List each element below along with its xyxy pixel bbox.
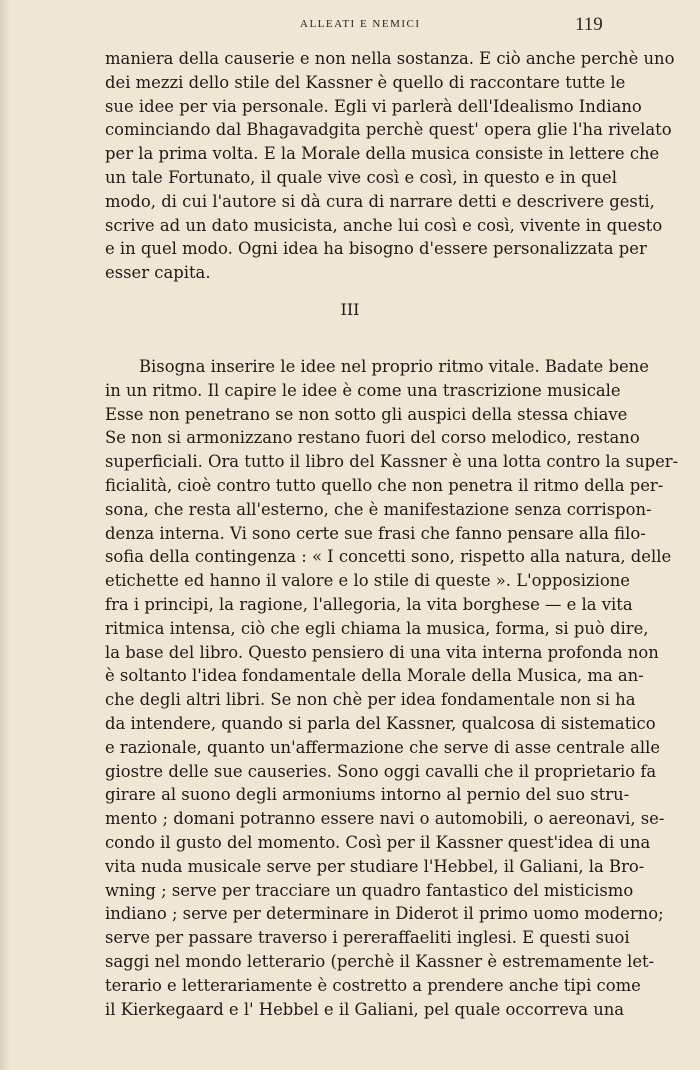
- text-line: saggi nel mondo letterario (perchè il Kassner è estremamente let-: [105, 951, 655, 971]
- text-line: sofia della contingenza : « I concetti sono, rispetto alla natura, delle: [105, 547, 672, 567]
- text-line: e in quel modo. Ogni idea ha bisogno d'essere personalizzata per: [105, 239, 647, 259]
- text-line: da intendere, quando si parla del Kassner, qualcosa di sistematico: [105, 713, 656, 733]
- text-line: denza interna. Vi sono certe sue frasi che fanno pensare alla filo-: [105, 523, 646, 543]
- text-line: terario e letterariamente è costretto a prendere anche tipi come: [105, 975, 641, 995]
- text-line: indiano ; serve per determinare in Diderot il primo uomo moderno;: [105, 904, 664, 924]
- text-line: un tale Fortunato, il quale vive così e così, in questo e in quel: [105, 167, 617, 187]
- text-line: mento ; domani potranno essere navi o automobili, o aereonavi, se-: [105, 809, 665, 829]
- text-line: ritmica intensa, ciò che egli chiama la musica, forma, si può dire,: [105, 618, 649, 638]
- text-line: dei mezzi dello stile del Kassner è quello di raccontare tutte le: [105, 72, 626, 92]
- text-line: scrive ad un dato musicista, anche lui così e così, vivente in questo: [105, 215, 663, 235]
- text-line: maniera della causerie e non nella sostanza. E ciò anche perchè uno: [105, 49, 675, 68]
- text-line: superficiali. Ora tutto il libro del Kassner è una lotta contro la super-: [105, 452, 679, 472]
- running-head: [0, 14, 700, 38]
- running-title: ALLEATI E NEMICI: [300, 18, 421, 30]
- text-line: ficialità, cioè contro tutto quello che non penetra il ritmo della per-: [105, 475, 664, 495]
- text-line: cominciando dal Bhagavadgita perchè quest' opera glie l'ha rivelato: [105, 120, 672, 140]
- text-line: esser capita.: [105, 263, 211, 283]
- text-line: il Kierkegaard e l' Hebbel e il Galiani, pel quale occorreva una: [105, 999, 625, 1019]
- text-line: la base del libro. Questo pensiero di una vita interna profonda non: [105, 642, 659, 662]
- text-line: e razionale, quanto un'affermazione che serve di asse centrale alle: [105, 737, 661, 757]
- text-line: wning ; serve per tracciare un quadro fantastico del misticismo: [105, 880, 634, 900]
- page-number: 119: [575, 14, 603, 35]
- text-line: è soltanto l'idea fondamentale della Morale della Musica, ma an-: [105, 666, 644, 686]
- paragraph-2: [105, 355, 679, 1021]
- text-line: giostre delle sue causeries. Sono oggi cavalli che il proprietario fa: [105, 761, 657, 781]
- text-line: modo, di cui l'autore si dà cura di narrare detti e descrivere gesti,: [105, 191, 655, 211]
- text-line: vita nuda musicale serve per studiare l'Hebbel, il Galiani, la Bro-: [105, 856, 645, 876]
- text-line: sue idee per via personale. Egli vi parlerà dell'Idealismo Indiano: [105, 96, 642, 116]
- text-line: Esse non penetrano se non sotto gli auspici della stessa chiave: [105, 404, 628, 424]
- text-line: condo il gusto del momento. Così per il Kassner quest'idea di una: [105, 832, 651, 852]
- text-line: sona, che resta all'esterno, che è manifestazione senza corrispon-: [105, 499, 652, 519]
- text-line: in un ritmo. Il capire le idee è come una trascrizione musicale: [105, 380, 621, 400]
- paragraph-1: [105, 47, 675, 285]
- text-line: Se non si armonizzano restano fuori del corso melodico, restano: [105, 428, 640, 448]
- text-line: etichette ed hanno il valore e lo stile di queste ». L'opposizione: [105, 571, 630, 591]
- text-line: serve per passare traverso i pereraffaeliti inglesi. E questi suoi: [105, 928, 630, 948]
- text-line: girare al suono degli armoniums intorno al pernio del suo stru-: [105, 785, 630, 805]
- text-line: che degli altri libri. Se non chè per idea fondamentale non si ha: [105, 690, 636, 710]
- page-edge-shadow: [0, 0, 10, 1070]
- text-line: fra i principi, la ragione, l'allegoria, la vita borghese — e la vita: [105, 594, 633, 614]
- text-line: Bisogna inserire le idee nel proprio ritmo vitale. Badate bene: [139, 357, 649, 376]
- section-number: III: [340, 300, 360, 319]
- text-line: per la prima volta. E la Morale della musica consiste in lettere che: [105, 144, 660, 164]
